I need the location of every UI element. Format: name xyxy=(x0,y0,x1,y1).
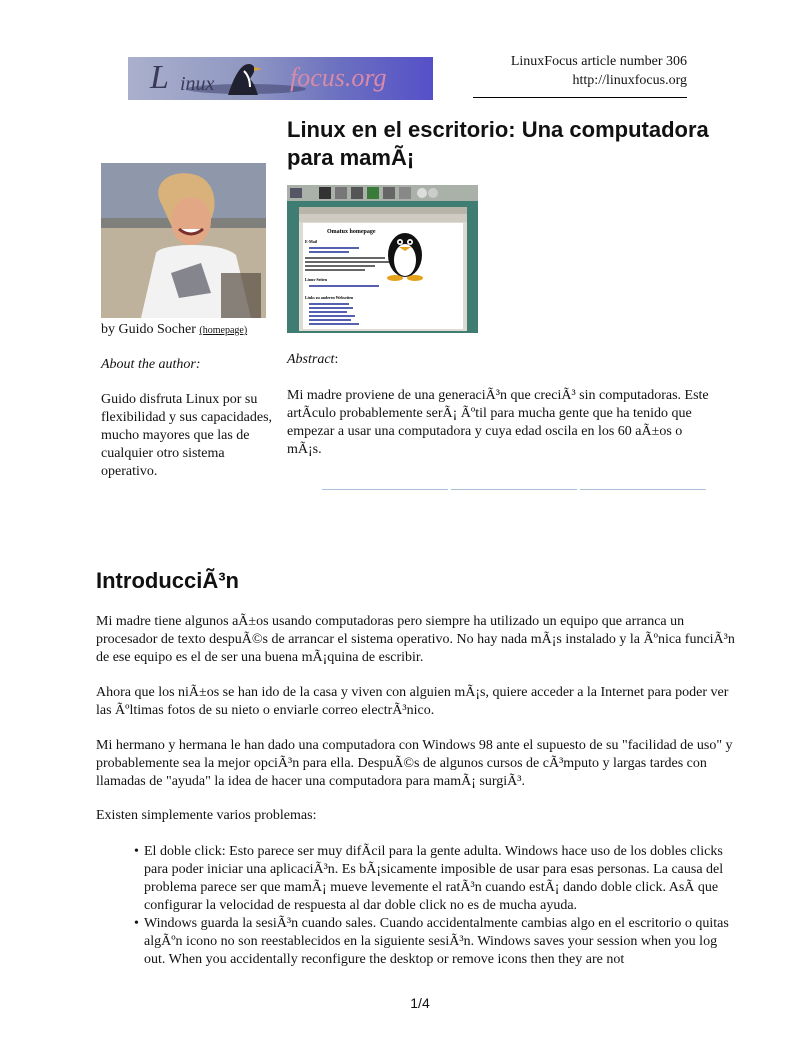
problems-list xyxy=(96,843,741,969)
list-item xyxy=(96,915,741,969)
logo-word-focus: focus.org xyxy=(290,63,387,92)
screenshot-section-linux: Linux-Seiten xyxy=(305,277,328,282)
desktop-screenshot xyxy=(287,185,478,333)
logo-graphic xyxy=(128,57,433,100)
author-byline xyxy=(101,322,247,338)
linuxfocus-logo[interactable] xyxy=(128,57,433,100)
header-rule xyxy=(473,97,687,98)
list-item-text: El doble click: Esto parece ser muy difÃcil para la gente adulta. Windows hace uso de los dobles clicks para poder iniciar una aplicaciÃ³n. Es bÃ¡sicamente imposible de usar para esas personas. La causa del problema parece ser que mamÃ¡ mueve levemente el ratÃ³n cuando estÃ¡ dando doble click. AsÃ que configurar la velocidad de respuesta al dar doble click no es de mucha ayuda. xyxy=(144,844,724,913)
article-title: Linux en el escritorio: Una computadora para mamÃ¡ xyxy=(287,117,709,170)
author-photo xyxy=(101,163,266,318)
separator-line xyxy=(322,489,448,490)
logo-word-inux: inux xyxy=(180,73,215,95)
paragraph: Ahora que los niÃ±os se han ido de la casa y viven con alguien mÃ¡s, quiere acceder a la Internet para poder ver las Ãºltimas fotos de su nieto o enviarle correo electrÃ³nico. xyxy=(96,685,729,718)
separator-line xyxy=(580,489,706,490)
article-header xyxy=(511,52,687,90)
about-author-text: Guido disfruta Linux por su flexibilidad y sus capacidades, mucho mayores que las de cualquier otro sistema operativo. xyxy=(101,392,273,479)
screenshot-page-heading: Omatux homepage xyxy=(327,229,376,235)
abstract-heading-label: Abstract xyxy=(287,352,335,367)
separator-line xyxy=(451,489,577,490)
list-item xyxy=(96,843,741,915)
byline-text: by Guido Socher xyxy=(101,322,196,337)
about-author-heading: About the author: xyxy=(101,357,201,372)
section-heading-introduccion: IntroducciÃ³n xyxy=(96,568,239,593)
paragraph: Mi madre tiene algunos aÃ±os usando computadoras pero siempre ha utilizado un equipo que arranca un procesador de texto despuÃ©s de arrancar el sistema operativo. No hay nada mÃ¡s instalado y la Ãºnica funciÃ³n de ese equipo es el de ser una buena mÃ¡quina de escribir. xyxy=(96,614,735,665)
homepage-link[interactable]: (homepage) xyxy=(199,325,248,336)
bullet-icon: • xyxy=(134,916,139,931)
abstract-heading xyxy=(287,352,338,368)
abstract-heading-colon: : xyxy=(334,352,339,367)
list-item-text: Windows guarda la sesiÃ³n cuando sales. Cuando accidentalmente cambias algo en el escritorio o quitas algÃºn icono no son reestablecidos en la siguiente sesiÃ³n. Windows saves your session when you log out. When you accidentally reconfigure the desktop or remove icons then they are not xyxy=(144,916,729,967)
author-photo-graphic xyxy=(101,163,266,318)
desktop-screenshot-graphic xyxy=(287,185,478,333)
abstract-text: Mi madre proviene de una generaciÃ³n que creciÃ³ sin computadoras. Este artÃculo probablemente serÃ¡ Ãºtil para mucha gente que ha tenido que empezar a usar una computadora y cuya edad oscila en los 60 aÃ±os o mÃ¡s. xyxy=(287,388,709,457)
paragraph: Existen simplemente varios problemas: xyxy=(96,808,317,823)
screenshot-section-links: Links zu anderen Webseiten xyxy=(305,295,354,300)
site-url[interactable]: http://linuxfocus.org xyxy=(572,73,687,88)
article-number: LinuxFocus article number 306 xyxy=(510,54,687,69)
page-number: 1/4 xyxy=(410,995,430,1011)
paragraph: Mi hermano y hermana le han dado una computadora con Windows 98 ante el supuesto de su "facilidad de uso" y probablemente sea la mejor opciÃ³n para ella. DespuÃ©s de algunos cursos de cÃ³mputo y largas tardes con llamadas de "ayuda" la idea de hacer una computadora para mamÃ¡ surgiÃ³. xyxy=(96,738,733,789)
logo-letter-l: L xyxy=(150,59,169,96)
bullet-icon: • xyxy=(134,844,139,859)
screenshot-section-email: E-Mail xyxy=(305,239,317,244)
